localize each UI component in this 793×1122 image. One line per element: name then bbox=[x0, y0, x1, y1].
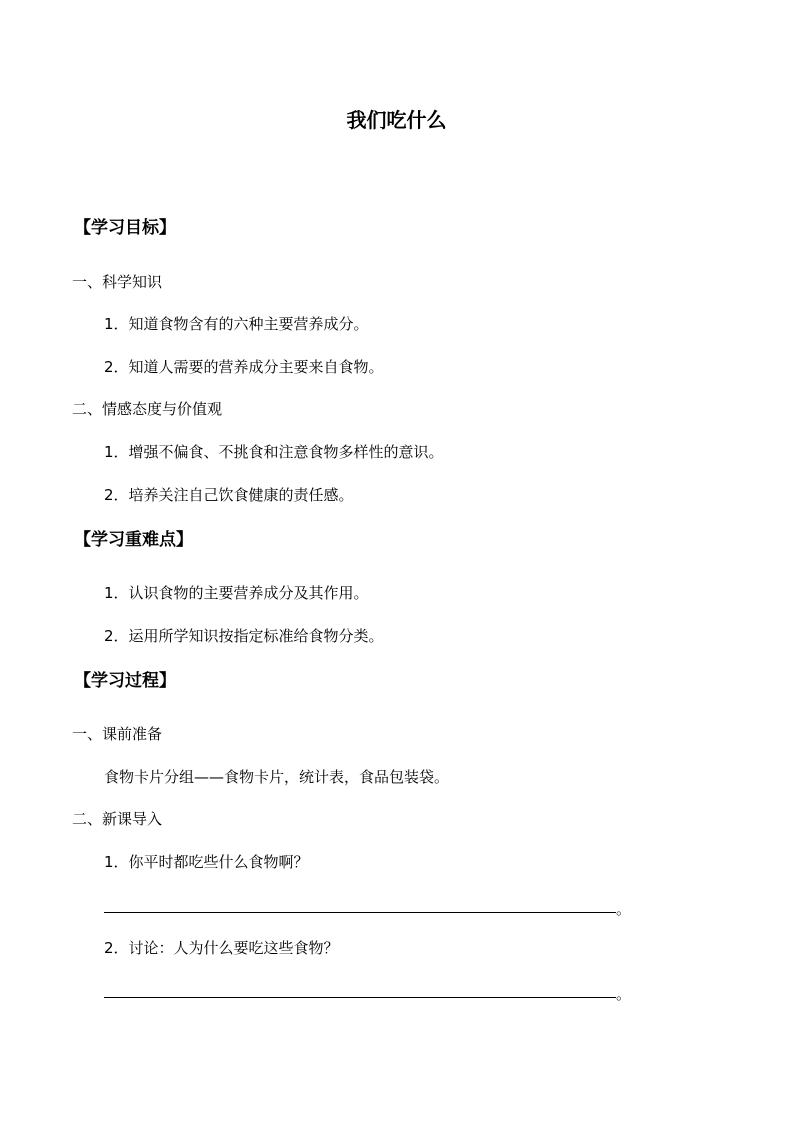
goals-part2-label: 二、情感态度与价值观 bbox=[72, 400, 223, 418]
goals-part2-item-2: 2．培养关注自己饮食健康的责任感。 bbox=[104, 486, 354, 504]
goals-part1-item-1: 1．知道食物含有的六种主要营养成分。 bbox=[104, 315, 369, 333]
section-heading-process: 【学习过程】 bbox=[74, 671, 176, 691]
process-part1-text: 食物卡片分组——食物卡片，统计表，食品包装袋。 bbox=[104, 768, 450, 786]
page-title: 我们吃什么 bbox=[346, 108, 447, 132]
keypoints-item-1: 1．认识食物的主要营养成分及其作用。 bbox=[104, 584, 369, 602]
question-1: 1．你平时都吃些什么食物啊？ bbox=[104, 853, 309, 871]
answer-line-2[interactable] bbox=[104, 997, 616, 998]
process-part1-label: 一、课前准备 bbox=[72, 725, 163, 743]
keypoints-item-2: 2．运用所学知识按指定标准给食物分类。 bbox=[104, 627, 384, 645]
answer-line-1[interactable] bbox=[104, 912, 616, 913]
process-part2-label: 二、新课导入 bbox=[72, 810, 163, 828]
answer-line-1-period: 。 bbox=[616, 900, 632, 918]
answer-line-2-period: 。 bbox=[616, 985, 632, 1003]
question-2: 2．讨论：人为什么要吃这些食物？ bbox=[104, 939, 339, 957]
goals-part1-item-2: 2．知道人需要的营养成分主要来自食物。 bbox=[104, 358, 384, 376]
section-heading-goals: 【学习目标】 bbox=[74, 218, 176, 238]
section-heading-keypoints: 【学习重难点】 bbox=[74, 530, 193, 550]
goals-part1-label: 一、科学知识 bbox=[72, 273, 163, 291]
goals-part2-item-1: 1．增强不偏食、不挑食和注意食物多样性的意识。 bbox=[104, 443, 444, 461]
